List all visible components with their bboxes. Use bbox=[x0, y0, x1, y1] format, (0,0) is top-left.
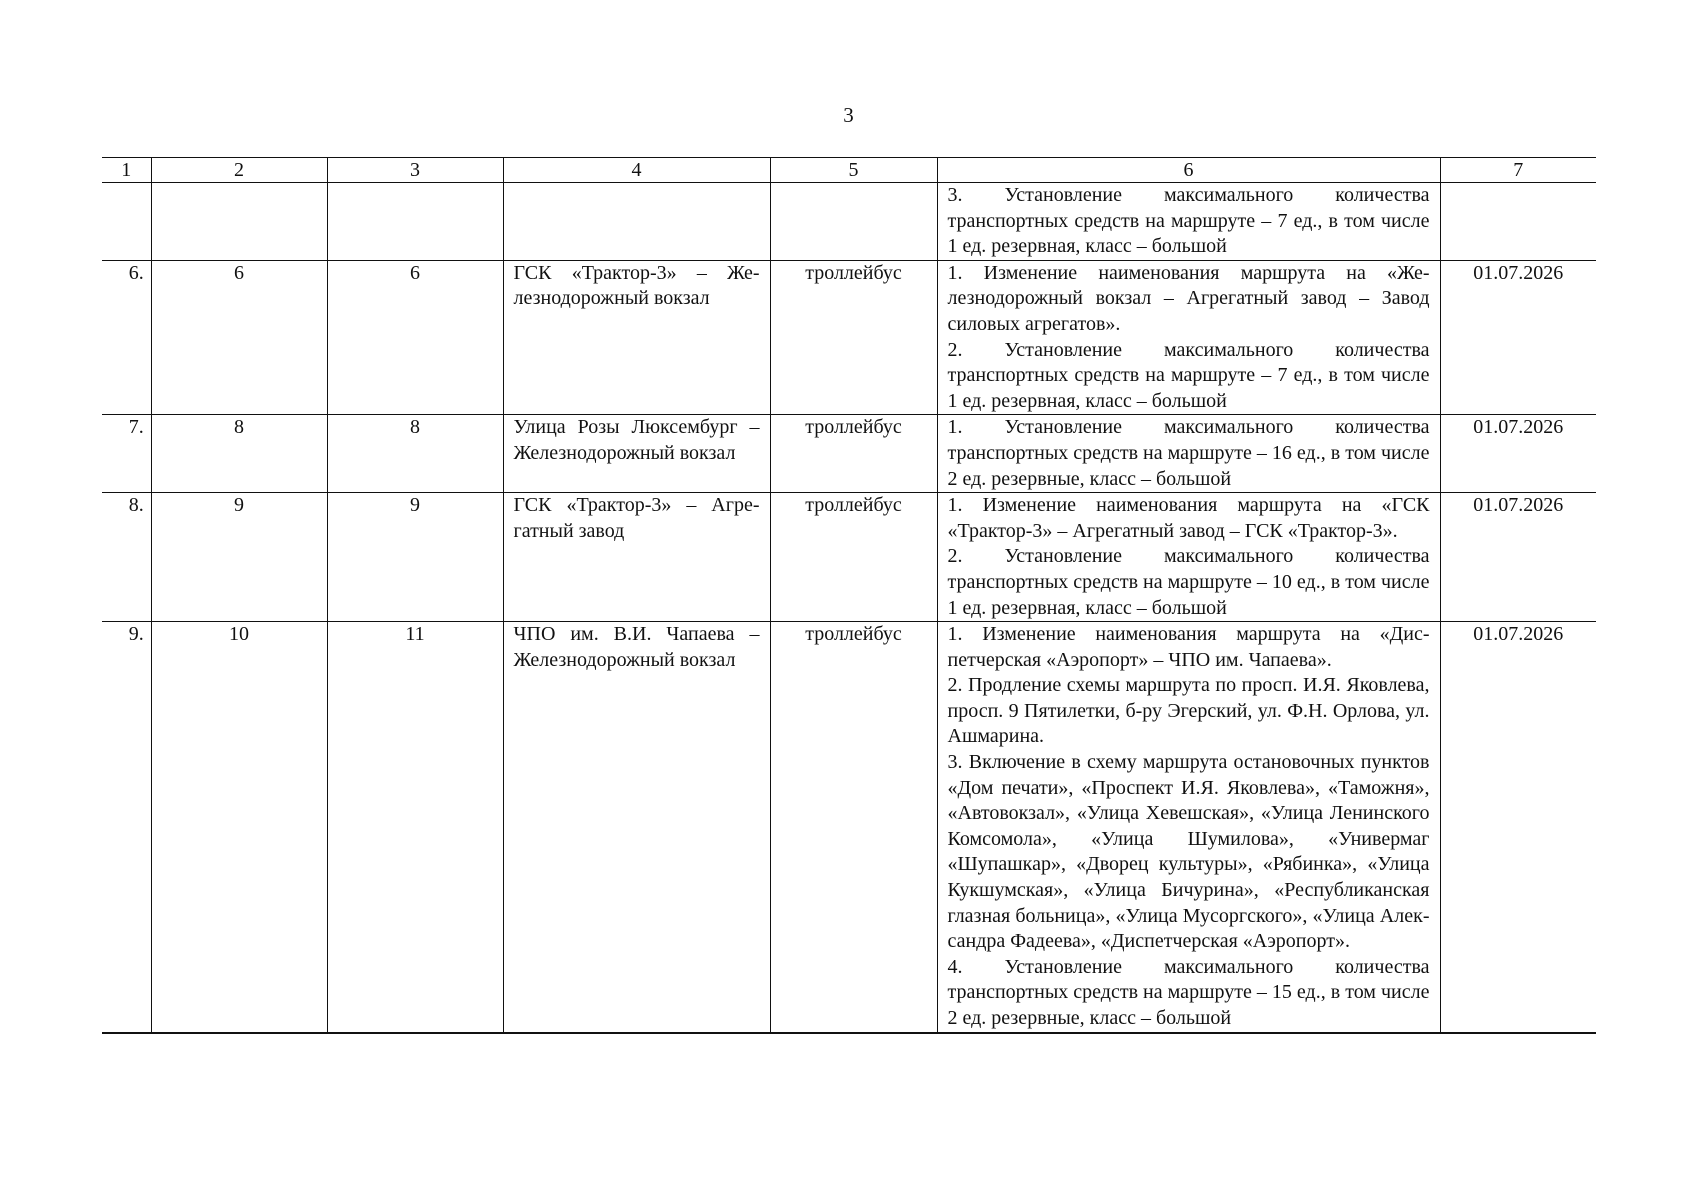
change-item: 1. Изменение наименования маршрута на «Диспетчерская «Аэропорт» – ЧПО им. Чапаева». bbox=[947, 623, 1430, 671]
column-header: 2 bbox=[151, 158, 327, 183]
empty-cell bbox=[1440, 183, 1596, 261]
table-row bbox=[102, 260, 1596, 415]
table-row bbox=[102, 622, 1596, 1033]
transport-type: троллейбус bbox=[770, 622, 937, 1033]
table-row bbox=[102, 415, 1596, 493]
table-header-row bbox=[102, 158, 1596, 183]
changes-cell bbox=[937, 622, 1440, 1033]
change-item: 1. Установление максимального количества транспортных средств на маршруте – 16 ед., в том числе 2 ед. резервные, класс – большой bbox=[947, 416, 1430, 490]
route-number: 6 bbox=[327, 260, 503, 415]
empty-cell bbox=[327, 183, 503, 261]
empty-cell bbox=[770, 183, 937, 261]
column-header: 5 bbox=[770, 158, 937, 183]
column-header: 4 bbox=[503, 158, 770, 183]
transport-type: троллейбус bbox=[770, 415, 937, 493]
changes-cell bbox=[937, 183, 1440, 261]
changes-cell bbox=[937, 415, 1440, 493]
column-header: 1 bbox=[102, 158, 151, 183]
route-name: ГСК «Трактор-3» – Агрегатный завод bbox=[503, 493, 770, 622]
empty-cell bbox=[102, 183, 151, 261]
route-name: Улица Розы Люксембург – Железнодорожный вокзал bbox=[503, 415, 770, 493]
change-item: 2. Установление максимального количества транспортных средств на маршруте – 7 ед., в том числе 1 ед. резервная, класс – большой bbox=[947, 338, 1430, 412]
registration-number: 6 bbox=[151, 260, 327, 415]
table-row bbox=[102, 493, 1596, 622]
column-header: 7 bbox=[1440, 158, 1596, 183]
change-item: 1. Изменение наименования маршрута на «ГСК «Трактор-3» – Агрегатный завод – ГСК «Трактор-3». bbox=[947, 494, 1430, 542]
page-number: 3 bbox=[843, 103, 854, 127]
changes-cell bbox=[937, 260, 1440, 415]
route-number: 11 bbox=[327, 622, 503, 1033]
changes-cell bbox=[937, 493, 1440, 622]
empty-cell bbox=[151, 183, 327, 261]
effective-date: 01.07.2026 bbox=[1440, 260, 1596, 415]
effective-date: 01.07.2026 bbox=[1440, 493, 1596, 622]
routes-table bbox=[102, 157, 1596, 1034]
change-item: 2. Установление максимального количества транспортных средств на маршруте – 10 ед., в том числе 1 ед. резервная, класс – большой bbox=[947, 545, 1430, 619]
table-row-continuation bbox=[102, 183, 1596, 261]
registration-number: 10 bbox=[151, 622, 327, 1033]
change-item: 2. Продление схемы маршрута по просп. И.Я. Яковлева, просп. 9 Пятилетки, б-ру Эгерский, ул. Ф.Н. Орлова, ул. Ашмарина. bbox=[947, 674, 1430, 748]
route-number: 9 bbox=[327, 493, 503, 622]
change-item: 4. Установление максимального количества транспортных средств на маршруте – 15 ед., в том числе 2 ед. резервные, класс – большой bbox=[947, 955, 1430, 1029]
row-number: 7. bbox=[102, 415, 151, 493]
row-number: 8. bbox=[102, 493, 151, 622]
empty-cell bbox=[503, 183, 770, 261]
column-header: 6 bbox=[937, 158, 1440, 183]
registration-number: 9 bbox=[151, 493, 327, 622]
row-number: 9. bbox=[102, 622, 151, 1033]
effective-date: 01.07.2026 bbox=[1440, 415, 1596, 493]
route-name: ЧПО им. В.И. Чапаева – Железнодорожный вокзал bbox=[503, 622, 770, 1033]
column-header: 3 bbox=[327, 158, 503, 183]
change-item: 3. Включение в схему маршрута остановочных пунктов «Дом печати», «Проспект И.Я. Яковлева», «Таможня», «Автовокзал», «Улица Хевешская», «Улица Ленинского Комсомола», «Улица Шумилова», «Универмаг «Шупашкар», «Дворец культуры», «Рябинка», «Улица Кукшумская», «Улица Бичурина», «Республиканская глазная больница», «Улица Мусоргского», «Улица Александра Фадеева», «Диспетчерская «Аэропорт». bbox=[947, 751, 1430, 953]
registration-number: 8 bbox=[151, 415, 327, 493]
transport-type: троллейбус bbox=[770, 493, 937, 622]
effective-date: 01.07.2026 bbox=[1440, 622, 1596, 1033]
change-item: 1. Изменение наименования маршрута на «Железнодорожный вокзал – Агрегатный завод – Завод силовых агрегатов». bbox=[947, 261, 1430, 335]
route-name: ГСК «Трактор-3» – Железнодорожный вокзал bbox=[503, 260, 770, 415]
route-number: 8 bbox=[327, 415, 503, 493]
row-number: 6. bbox=[102, 260, 151, 415]
transport-type: троллейбус bbox=[770, 260, 937, 415]
change-item: 3. Установление максимального количества транспортных средств на маршруте – 7 ед., в том числе 1 ед. резервная, класс – большой bbox=[947, 184, 1430, 258]
